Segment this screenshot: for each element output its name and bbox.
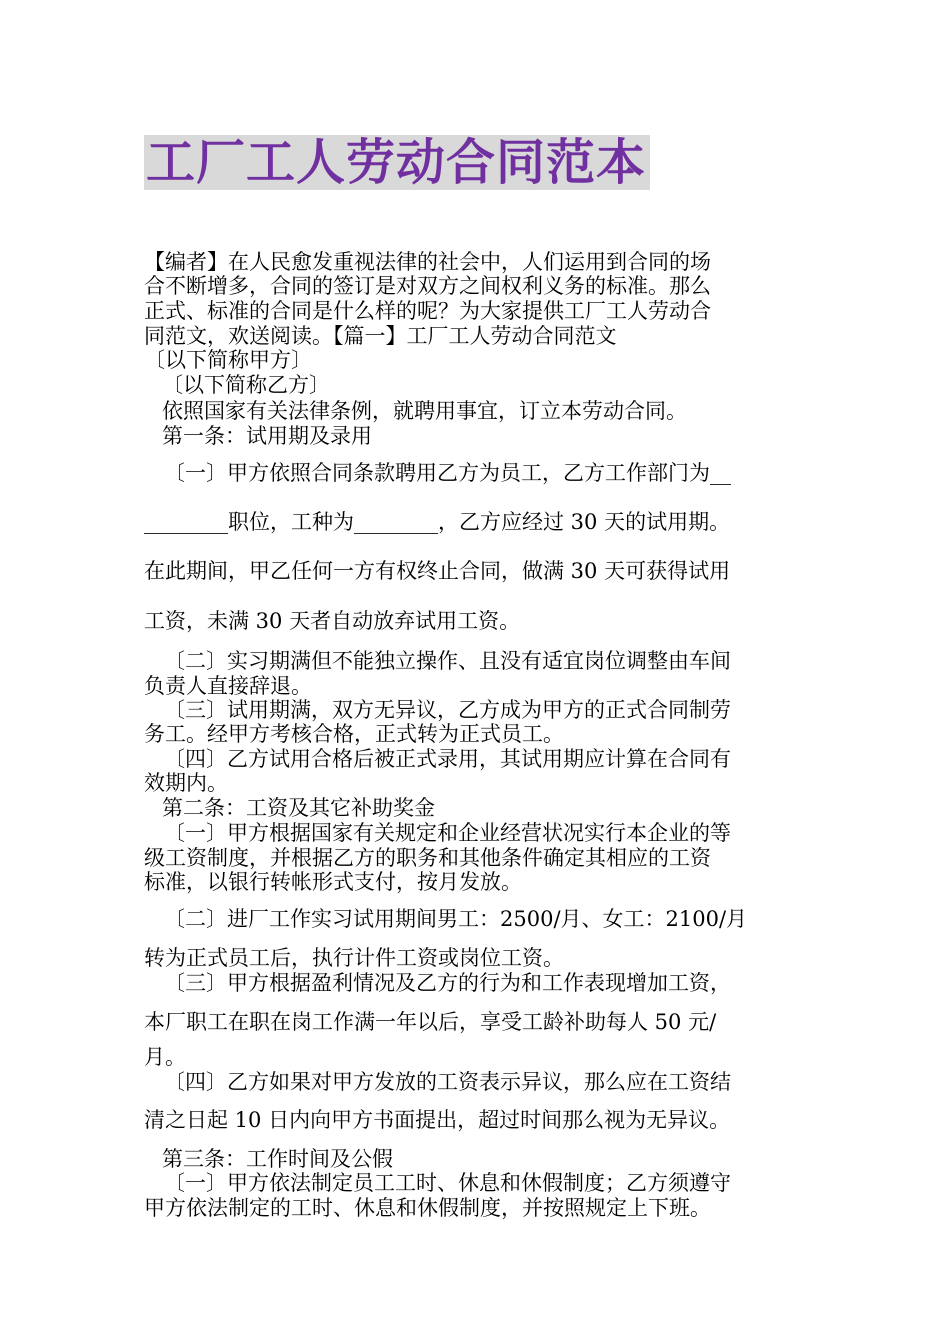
paragraph-line: 〔一〕甲方依照合同条款聘用乙方为员工，乙方工作部门为__: [164, 461, 731, 485]
paragraph-line: 〔一〕甲方根据国家有关规定和企业经营状况实行本企业的等: [164, 821, 731, 845]
paragraph-line: 务工。经甲方考核合格，正式转为正式员工。: [144, 722, 564, 746]
paragraph-line: 〔二〕实习期满但不能独立操作、且没有适宜岗位调整由车间: [164, 649, 731, 673]
paragraph-line: 〔二〕进厂工作实习试用期间男工：2500/月、女工：2100/月: [164, 907, 748, 931]
paragraph-line: 〔三〕试用期满，双方无异议，乙方成为甲方的正式合同制劳: [164, 698, 731, 722]
paragraph-line: 标准，以银行转帐形式支付，按月发放。: [144, 870, 522, 894]
section-heading: 第二条：工资及其它补助奖金: [162, 796, 435, 820]
document-title: 工厂工人劳动合同范本: [144, 135, 650, 190]
paragraph-line: 〔三〕甲方根据盈利情况及乙方的行为和工作表现增加工资，: [164, 971, 731, 995]
paragraph-line: 正式、标准的合同是什么样的呢？为大家提供工厂工人劳动合: [144, 299, 711, 323]
paragraph-line: 工资，未满 30 天者自动放弃试用工资。: [144, 609, 521, 633]
section-heading: 第三条：工作时间及公假: [162, 1147, 393, 1171]
paragraph-line: 〔一〕甲方依法制定员工工时、休息和休假制度；乙方须遵守: [164, 1171, 731, 1195]
paragraph-line: 月。: [144, 1045, 186, 1069]
paragraph-line: 〔四〕乙方如果对甲方发放的工资表示异议，那么应在工资结: [164, 1070, 731, 1094]
paragraph-line: 本厂职工在职在岗工作满一年以后，享受工龄补助每人 50 元/: [144, 1010, 717, 1034]
section-heading: 第一条：试用期及录用: [162, 424, 372, 448]
paragraph-line: 转为正式员工后，执行计件工资或岗位工资。: [144, 946, 564, 970]
paragraph-line: 甲方依法制定的工时、休息和休假制度，并按照规定上下班。: [144, 1196, 711, 1220]
paragraph-line: 〔以下简称乙方〕: [162, 373, 330, 397]
paragraph-line: 级工资制度，并根据乙方的职务和其他条件确定其相应的工资: [144, 846, 711, 870]
paragraph-line: 效期内。: [144, 771, 228, 795]
paragraph-line: 合不断增多，合同的签订是对双方之间权利义务的标准。那么: [144, 274, 711, 298]
paragraph-line: 负责人直接辞退。: [144, 674, 312, 698]
paragraph-line: 【编者】在人民愈发重视法律的社会中，人们运用到合同的场: [144, 250, 711, 274]
paragraph-line: 〔四〕乙方试用合格后被正式录用，其试用期应计算在合同有: [164, 747, 731, 771]
paragraph-line: 依照国家有关法律条例，就聘用事宜，订立本劳动合同。: [162, 399, 687, 423]
paragraph-line: 在此期间，甲乙任何一方有权终止合同，做满 30 天可获得试用: [144, 559, 731, 583]
paragraph-line: 同范文，欢送阅读。【篇一】工厂工人劳动合同范文: [144, 324, 617, 348]
paragraph-line: ________职位，工种为________，乙方应经过 30 天的试用期。: [144, 510, 731, 534]
paragraph-line: 〔以下简称甲方〕: [144, 348, 312, 372]
paragraph-line: 清之日起 10 日内向甲方书面提出，超过时间那么视为无异议。: [144, 1108, 731, 1132]
